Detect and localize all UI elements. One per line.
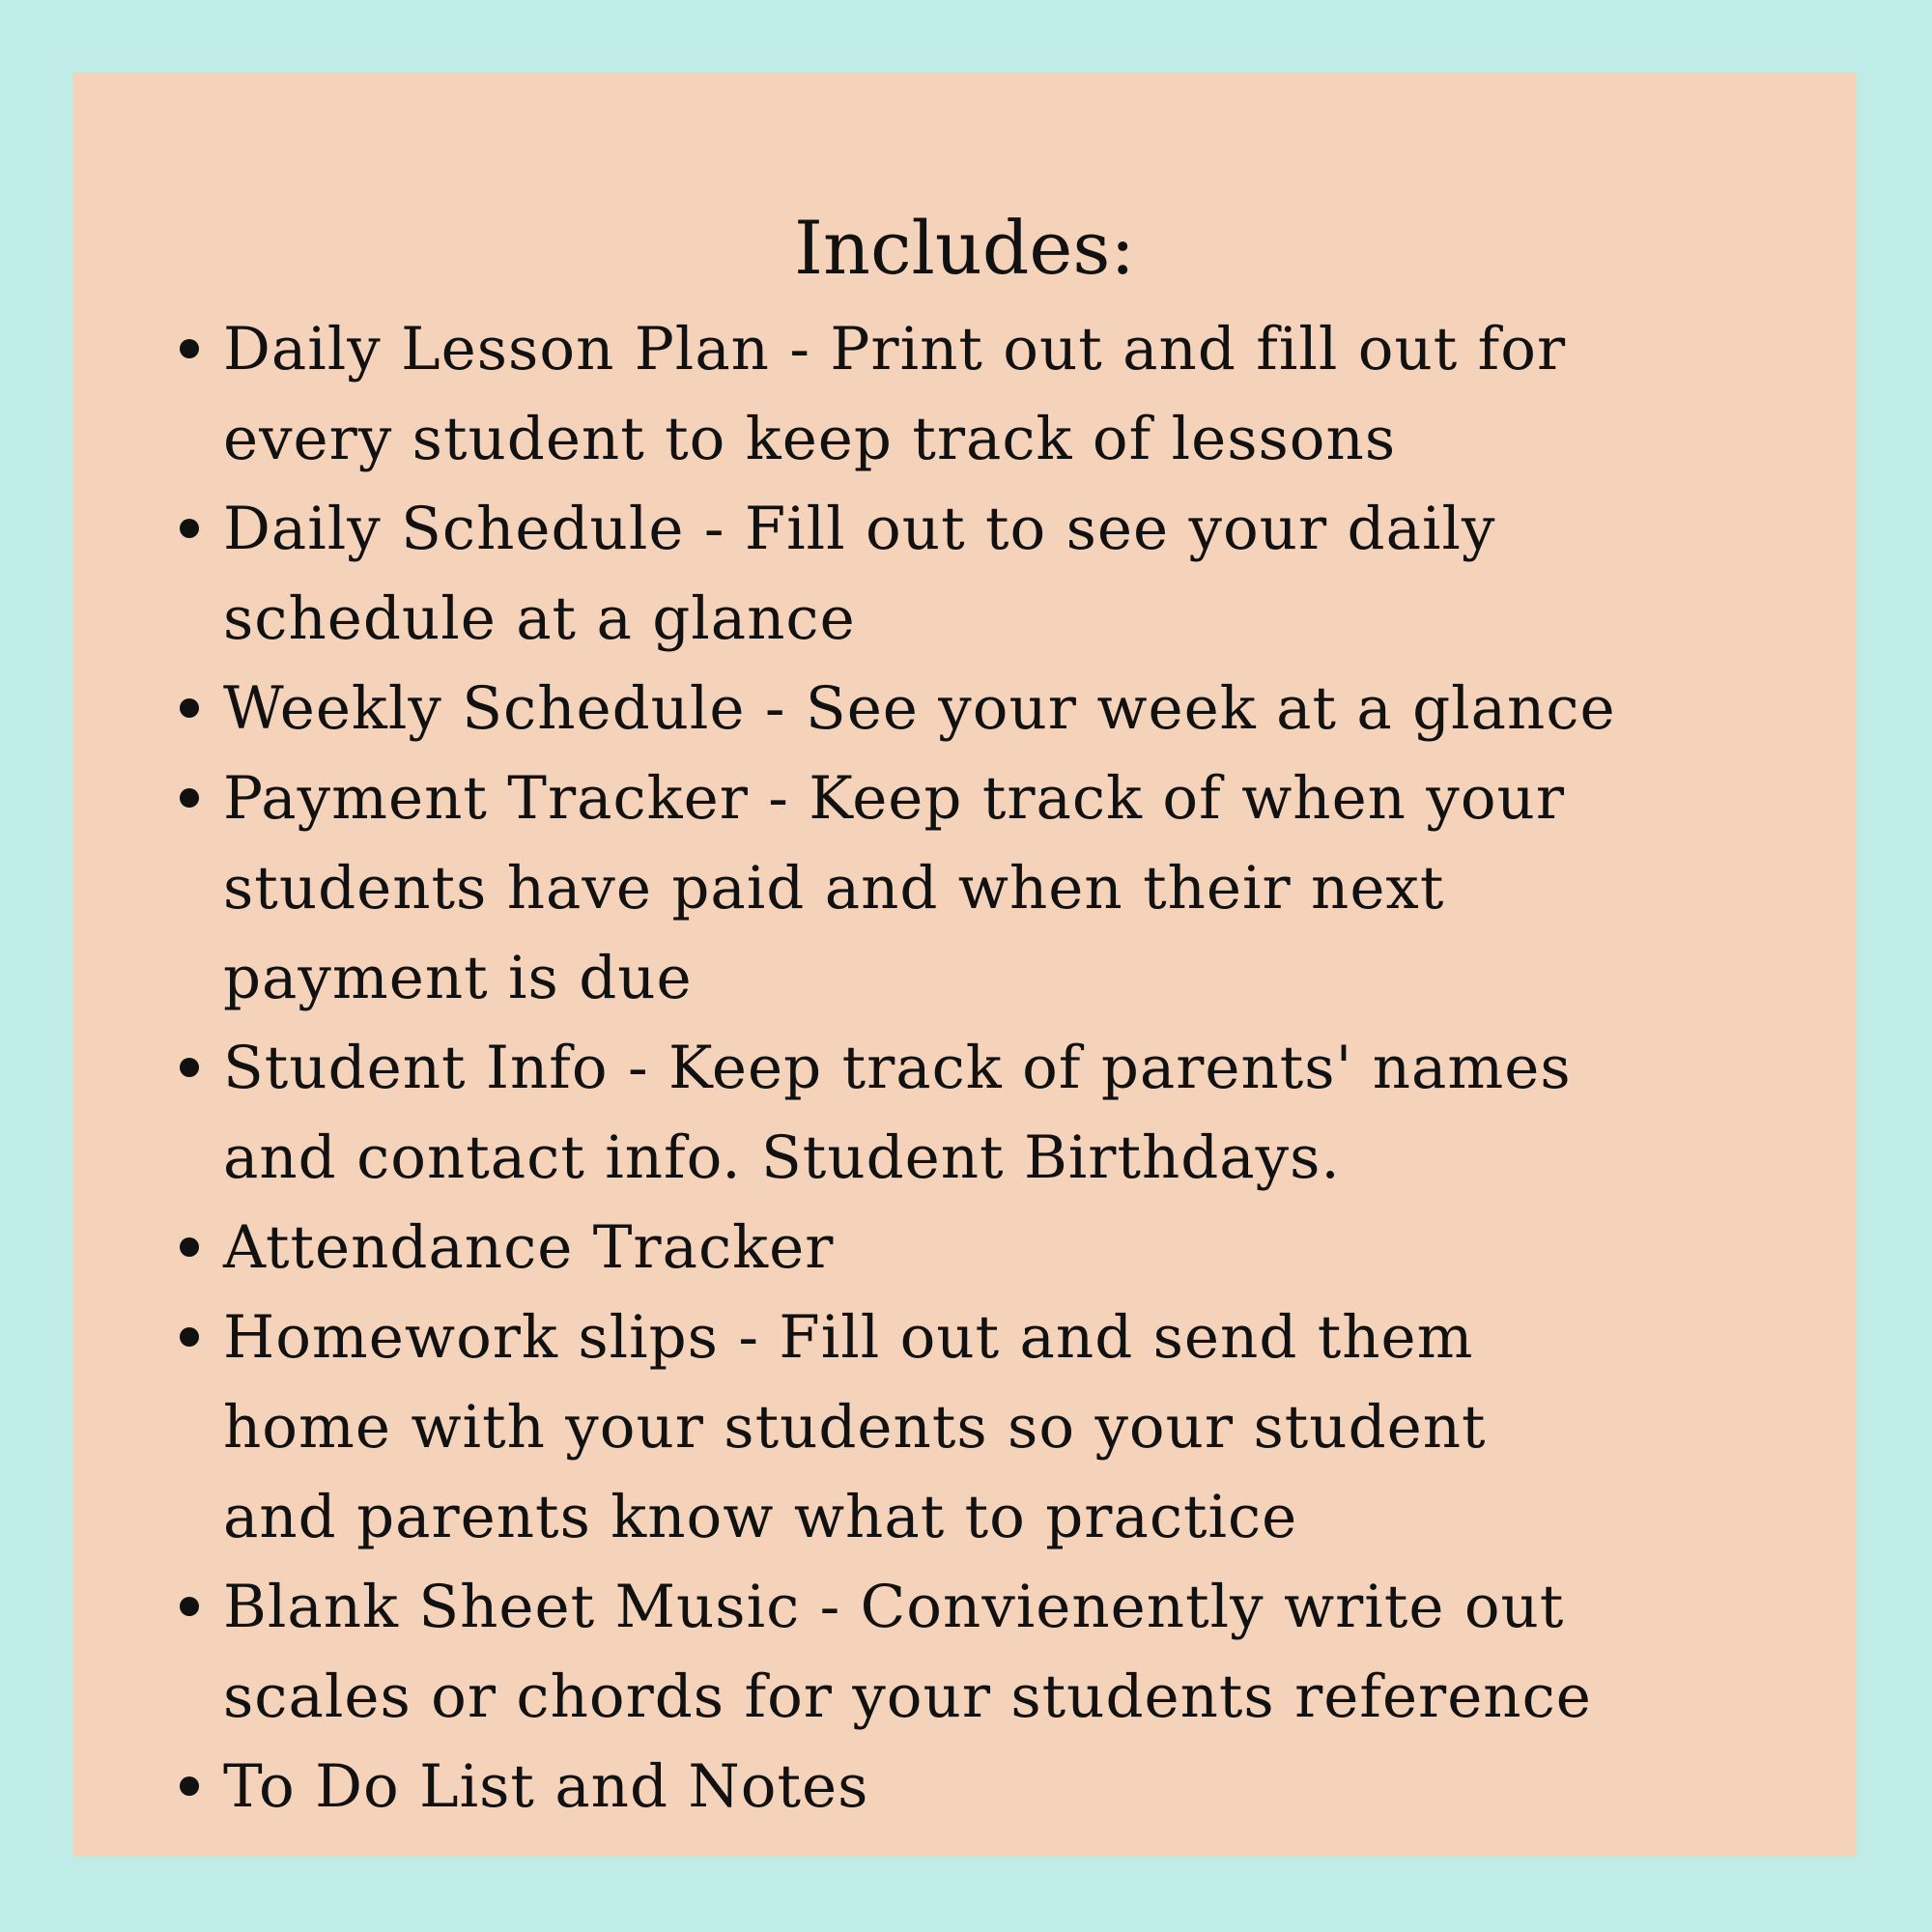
content-panel <box>72 72 1857 1857</box>
list-item-line: Student Info - Keep track of parents' names <box>223 1034 1572 1102</box>
list-item-line: scales or chords for your students reference <box>223 1662 1592 1731</box>
list-item-line: students have paid and when their next <box>223 854 1445 923</box>
list-item <box>223 1742 1846 1832</box>
list-item-line: Blank Sheet Music - Convienently write out <box>223 1573 1565 1641</box>
list-item-line: Attendance Tracker <box>223 1213 835 1282</box>
bullet-icon <box>180 1058 199 1077</box>
list-item-line: Homework slips - Fill out and send them <box>223 1303 1474 1372</box>
includes-list <box>223 304 1846 1832</box>
bullet-icon <box>180 1327 199 1347</box>
list-item-line: home with your students so your student <box>223 1393 1487 1462</box>
list-item-line: Daily Schedule - Fill out to see your daily <box>223 495 1496 563</box>
bullet-icon <box>180 339 199 358</box>
bullet-icon <box>180 698 199 718</box>
list-item-line: Payment Tracker - Keep track of when your <box>223 764 1565 833</box>
list-item <box>223 1023 1846 1203</box>
bullet-icon <box>180 519 199 538</box>
list-item-line: schedule at a glance <box>223 584 856 653</box>
list-item-line: and contact info. Student Birthdays. <box>223 1123 1341 1192</box>
bullet-icon <box>180 1597 199 1616</box>
bullet-icon <box>180 1237 199 1257</box>
list-item-line: Daily Lesson Plan - Print out and fill out for <box>223 315 1567 384</box>
page-title: Includes: <box>793 205 1136 291</box>
list-item-line: To Do List and Notes <box>223 1752 869 1821</box>
list-item <box>223 304 1846 484</box>
bullet-icon <box>180 1776 199 1796</box>
list-item-line: payment is due <box>223 944 693 1012</box>
list-item <box>223 484 1846 664</box>
list-item <box>223 753 1846 1023</box>
list-item <box>223 1203 1846 1293</box>
bullet-icon <box>180 788 199 808</box>
list-item <box>223 1293 1846 1562</box>
list-item-line: every student to keep track of lessons <box>223 405 1397 473</box>
list-item-line: and parents know what to practice <box>223 1483 1298 1551</box>
list-item <box>223 664 1846 753</box>
list-item-line: Weekly Schedule - See your week at a glance <box>223 674 1616 743</box>
list-item <box>223 1562 1846 1742</box>
